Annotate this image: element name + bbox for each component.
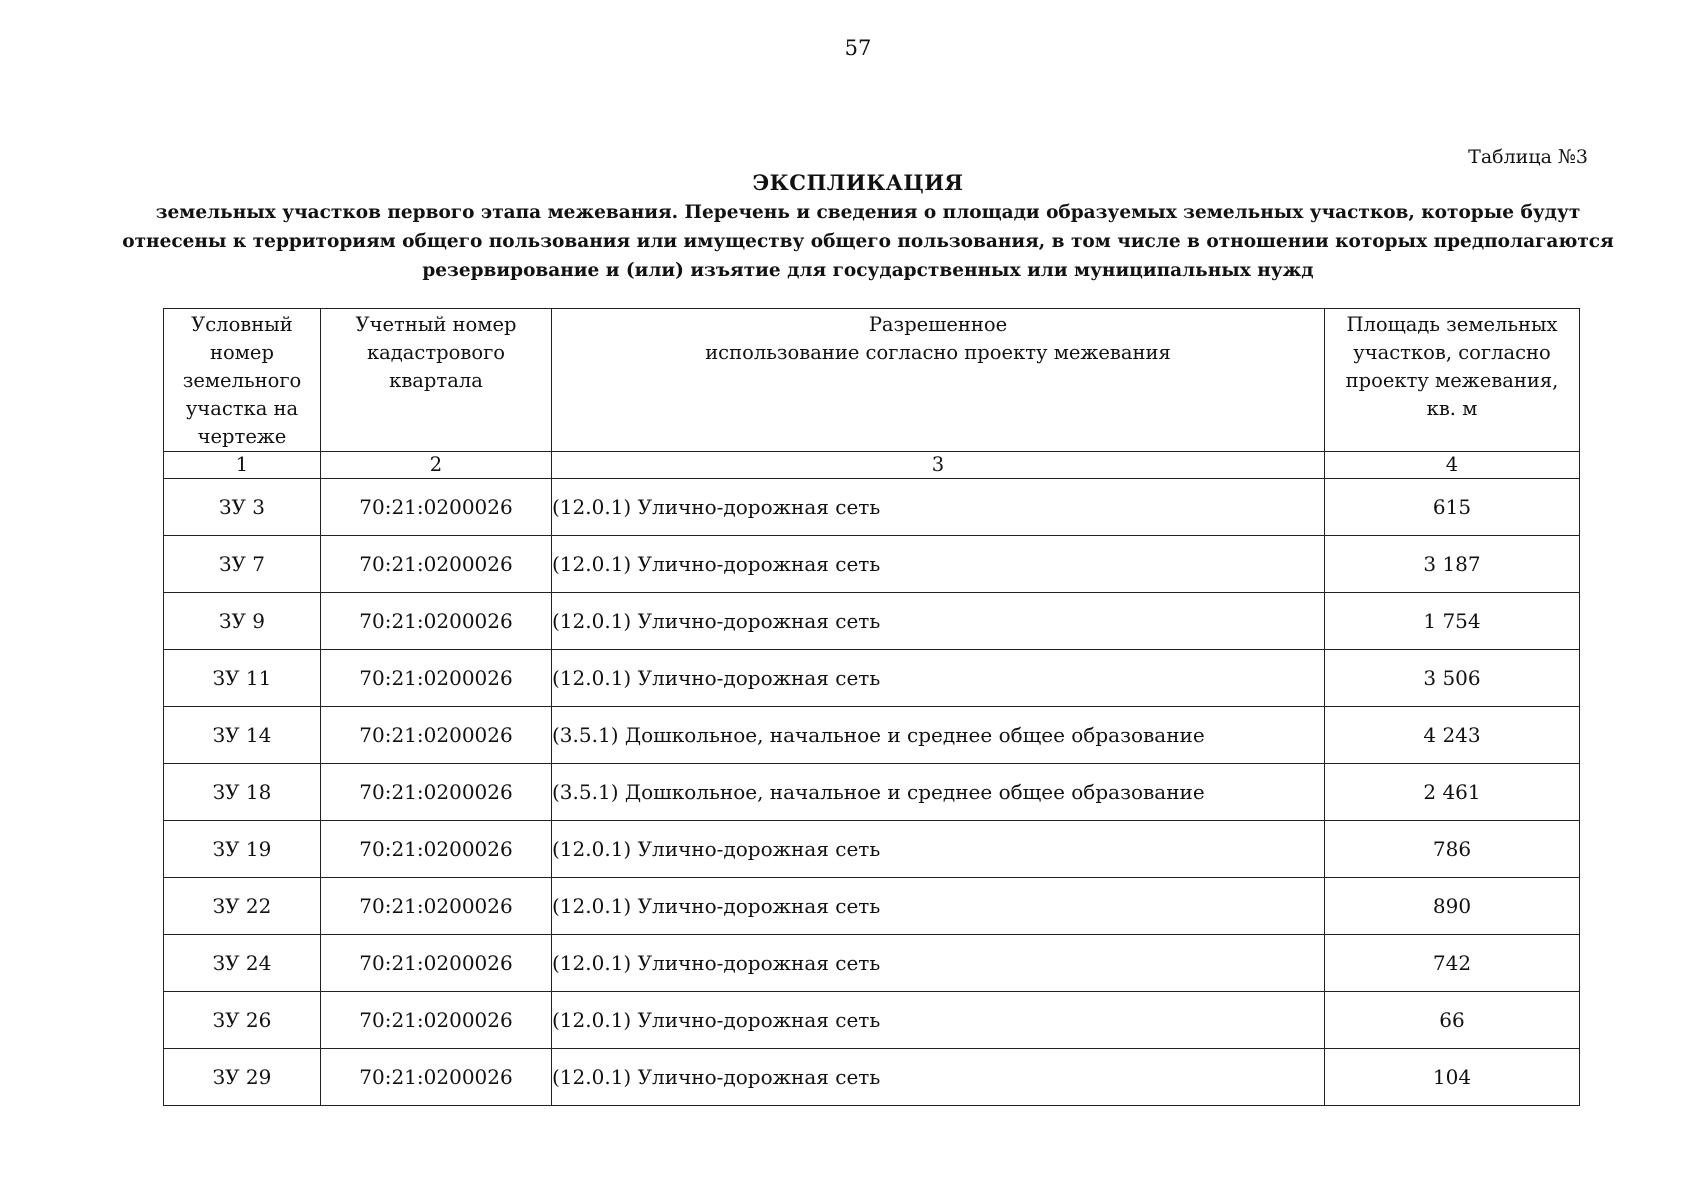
cadastral-quarter-cell: 70:21:0200026 — [321, 707, 552, 764]
table-row — [164, 878, 1580, 935]
document-subtitle — [120, 198, 1616, 285]
parcel-number-cell: ЗУ 26 — [164, 992, 321, 1049]
area-cell: 2 461 — [1325, 764, 1580, 821]
permitted-use-cell: (12.0.1) Улично-дорожная сеть — [552, 1049, 1325, 1106]
table-row — [164, 707, 1580, 764]
permitted-use-cell: (12.0.1) Улично-дорожная сеть — [552, 935, 1325, 992]
parcel-number-cell: ЗУ 3 — [164, 479, 321, 536]
cadastral-quarter-cell: 70:21:0200026 — [321, 821, 552, 878]
cadastral-quarter-cell: 70:21:0200026 — [321, 764, 552, 821]
table-row — [164, 992, 1580, 1049]
permitted-use-cell: (12.0.1) Улично-дорожная сеть — [552, 878, 1325, 935]
table-row — [164, 536, 1580, 593]
cadastral-quarter-cell: 70:21:0200026 — [321, 878, 552, 935]
parcel-number-cell: ЗУ 18 — [164, 764, 321, 821]
column-number-row — [164, 452, 1580, 479]
parcel-number-cell: ЗУ 19 — [164, 821, 321, 878]
permitted-use-cell: (12.0.1) Улично-дорожная сеть — [552, 479, 1325, 536]
page-number: 57 — [844, 36, 872, 60]
table-row — [164, 593, 1580, 650]
area-cell: 786 — [1325, 821, 1580, 878]
cadastral-quarter-cell: 70:21:0200026 — [321, 479, 552, 536]
cadastral-quarter-cell: 70:21:0200026 — [321, 992, 552, 1049]
area-cell: 104 — [1325, 1049, 1580, 1106]
document-title: ЭКСПЛИКАЦИЯ — [752, 170, 964, 195]
cadastral-quarter-cell: 70:21:0200026 — [321, 935, 552, 992]
explication-table — [163, 308, 1580, 1106]
permitted-use-cell: (12.0.1) Улично-дорожная сеть — [552, 536, 1325, 593]
area-cell: 742 — [1325, 935, 1580, 992]
cadastral-quarter-cell: 70:21:0200026 — [321, 1049, 552, 1106]
header-permitted-use: Разрешенное использование согласно проекту межевания — [552, 309, 1325, 452]
header-cadastral-quarter: Учетный номер кадастрового квартала — [321, 309, 552, 452]
table-label: Таблица №3 — [1468, 146, 1588, 168]
permitted-use-cell: (12.0.1) Улично-дорожная сеть — [552, 593, 1325, 650]
permitted-use-cell: (3.5.1) Дошкольное, начальное и среднее общее образование — [552, 707, 1325, 764]
header-parcel-number: Условный номер земельного участка на чертеже — [164, 309, 321, 452]
area-cell: 890 — [1325, 878, 1580, 935]
cadastral-quarter-cell: 70:21:0200026 — [321, 593, 552, 650]
subtitle-line: отнесены к территориям общего пользования или имуществу общего пользования, в том числе в отношении которых предполагаются — [122, 231, 1614, 252]
parcel-number-cell: ЗУ 29 — [164, 1049, 321, 1106]
parcel-number-cell: ЗУ 9 — [164, 593, 321, 650]
cadastral-quarter-cell: 70:21:0200026 — [321, 650, 552, 707]
column-number: 1 — [164, 452, 321, 479]
table-header-row — [164, 309, 1580, 452]
table-row — [164, 821, 1580, 878]
permitted-use-cell: (3.5.1) Дошкольное, начальное и среднее общее образование — [552, 764, 1325, 821]
area-cell: 1 754 — [1325, 593, 1580, 650]
area-cell: 66 — [1325, 992, 1580, 1049]
column-number: 4 — [1325, 452, 1580, 479]
table-row — [164, 479, 1580, 536]
column-number: 3 — [552, 452, 1325, 479]
parcel-number-cell: ЗУ 24 — [164, 935, 321, 992]
subtitle-line: земельных участков первого этапа межевания. Перечень и сведения о площади образуемых земельных участков, которые будут — [155, 202, 1581, 223]
area-cell: 3 506 — [1325, 650, 1580, 707]
table-row — [164, 764, 1580, 821]
area-cell: 615 — [1325, 479, 1580, 536]
column-number: 2 — [321, 452, 552, 479]
permitted-use-cell: (12.0.1) Улично-дорожная сеть — [552, 650, 1325, 707]
cadastral-quarter-cell: 70:21:0200026 — [321, 536, 552, 593]
subtitle-line: резервирование и (или) изъятие для государственных или муниципальных нужд — [422, 260, 1314, 281]
parcel-number-cell: ЗУ 14 — [164, 707, 321, 764]
parcel-number-cell: ЗУ 7 — [164, 536, 321, 593]
table-row — [164, 650, 1580, 707]
parcel-number-cell: ЗУ 22 — [164, 878, 321, 935]
permitted-use-cell: (12.0.1) Улично-дорожная сеть — [552, 821, 1325, 878]
parcel-number-cell: ЗУ 11 — [164, 650, 321, 707]
area-cell: 4 243 — [1325, 707, 1580, 764]
header-area: Площадь земельных участков, согласно проекту межевания, кв. м — [1325, 309, 1580, 452]
table-row — [164, 935, 1580, 992]
table-row — [164, 1049, 1580, 1106]
permitted-use-cell: (12.0.1) Улично-дорожная сеть — [552, 992, 1325, 1049]
area-cell: 3 187 — [1325, 536, 1580, 593]
